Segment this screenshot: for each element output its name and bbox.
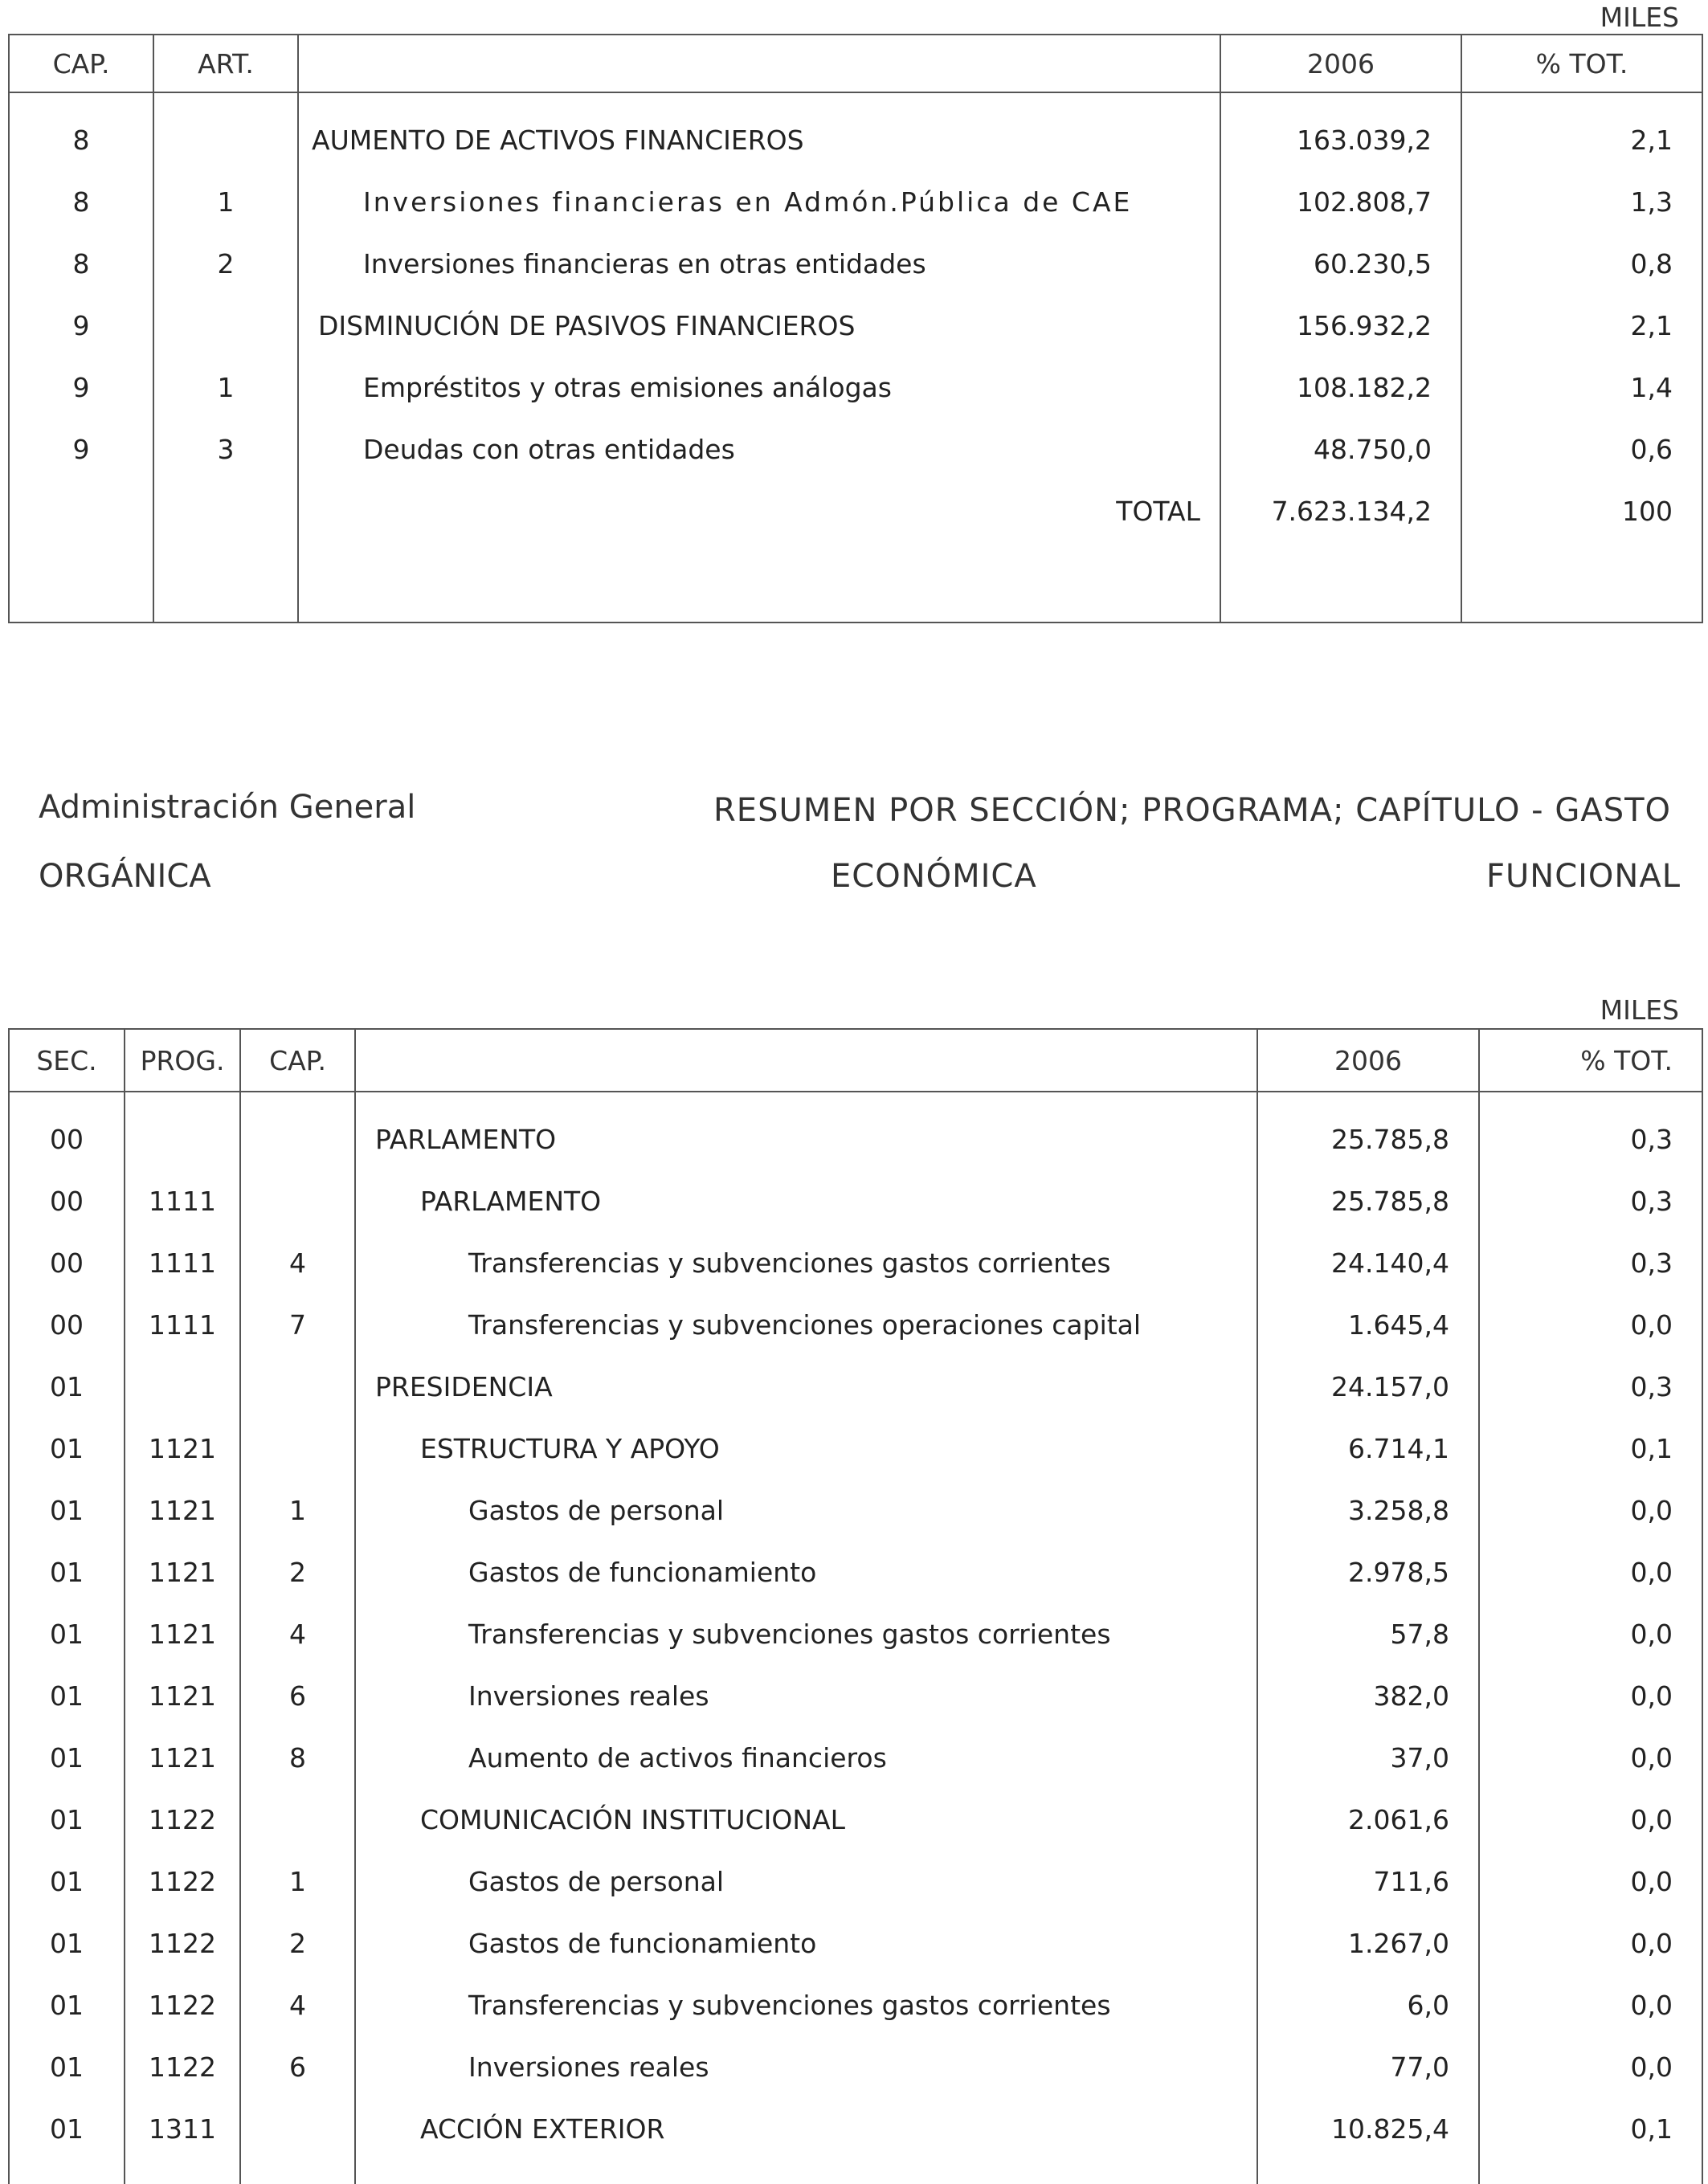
cap-cell: 8 [9, 171, 153, 233]
value-cell: 1.645,4 [1257, 1294, 1479, 1356]
pct-cell: 0,0 [1479, 1603, 1702, 1665]
value-cell: 37,0 [1257, 1727, 1479, 1789]
col-header-pct: % TOT. [1461, 35, 1702, 92]
header-left-line2: ORGÁNICA [39, 858, 211, 895]
value-cell: 25.785,8 [1257, 1108, 1479, 1170]
pct-cell: 0,0 [1479, 1974, 1702, 2036]
value-cell: 1.267,0 [1257, 1913, 1479, 1974]
table-row [9, 418, 1702, 480]
value-cell: 48.750,0 [1220, 418, 1461, 480]
description-cell: Gastos de funcionamiento [355, 1913, 1257, 1974]
prog-cell [125, 1108, 240, 1170]
pct-cell: 0,0 [1479, 1913, 1702, 1974]
col-header-sec: SEC. [9, 1029, 125, 1092]
table-row [9, 1913, 1702, 1974]
art-cell [153, 295, 298, 357]
value-cell: 102.808,7 [1220, 171, 1461, 233]
description-cell: PRESIDENCIA [355, 1356, 1257, 1418]
pct-cell: 0,0 [1479, 1665, 1702, 1727]
col-header-pct: % TOT. [1479, 1029, 1702, 1092]
header-right-line1: RESUMEN POR SECCIÓN; PROGRAMA; CAPÍTULO - GASTO [713, 792, 1671, 829]
col-header-year: 2006 [1257, 1029, 1479, 1092]
sec-cell: 01 [9, 2098, 125, 2160]
pct-cell: 0,0 [1479, 1789, 1702, 1851]
table-row [9, 109, 1702, 171]
table-row [9, 1665, 1702, 1727]
prog-cell: 1122 [125, 1974, 240, 2036]
table-row [9, 1108, 1702, 1170]
sec-cell: 01 [9, 1727, 125, 1789]
art-cell: 2 [153, 233, 298, 295]
value-cell: 711,6 [1257, 1851, 1479, 1913]
table-row [9, 2098, 1702, 2160]
prog-cell: 1121 [125, 1541, 240, 1603]
description-cell: Transferencias y subvenciones gastos corrientes [355, 1603, 1257, 1665]
sec-cell: 01 [9, 1356, 125, 1418]
cap-cell: 6 [240, 1665, 355, 1727]
value-cell: 108.182,2 [1220, 357, 1461, 418]
table-row [9, 171, 1702, 233]
sec-cell: 00 [9, 1232, 125, 1294]
prog-cell: 1121 [125, 1603, 240, 1665]
pct-cell: 0,1 [1479, 1418, 1702, 1480]
value-cell: 382,0 [1257, 1665, 1479, 1727]
pct-cell: 0,6 [1461, 418, 1702, 480]
value-cell: 156.932,2 [1220, 295, 1461, 357]
pct-cell: 2,1 [1461, 109, 1702, 171]
sec-cell: 00 [9, 1170, 125, 1232]
table-row [9, 1170, 1702, 1232]
cap-cell: 6 [240, 2036, 355, 2098]
prog-cell: 1121 [125, 1727, 240, 1789]
cap-cell [240, 1789, 355, 1851]
pct-cell: 0,0 [1479, 1294, 1702, 1356]
description-cell: Gastos de personal [355, 1851, 1257, 1913]
prog-cell: 1122 [125, 1913, 240, 1974]
col-header-cap: CAP. [240, 1029, 355, 1092]
art-cell: 3 [153, 418, 298, 480]
description-cell: Inversiones financieras en otras entidades [298, 233, 1220, 295]
prog-cell: 1111 [125, 1170, 240, 1232]
cap-cell: 9 [9, 357, 153, 418]
unit-label: MILES [1600, 994, 1679, 1026]
description-cell: COMUNICACIÓN INSTITUCIONAL [355, 1789, 1257, 1851]
description-cell: Gastos de personal [355, 1480, 1257, 1541]
sec-cell: 01 [9, 2036, 125, 2098]
description-cell: Empréstitos y otras emisiones análogas [298, 357, 1220, 418]
pct-cell: 0,0 [1479, 1727, 1702, 1789]
sec-cell: 01 [9, 1603, 125, 1665]
section-program-table [8, 1028, 1703, 2184]
pct-cell: 2,1 [1461, 295, 1702, 357]
value-cell: 2.061,6 [1257, 1789, 1479, 1851]
sec-cell: 01 [9, 1665, 125, 1727]
value-cell: 24.140,4 [1257, 1232, 1479, 1294]
art-cell: 1 [153, 171, 298, 233]
table-row [9, 1294, 1702, 1356]
sec-cell: 00 [9, 1108, 125, 1170]
value-cell: 24.157,0 [1257, 1356, 1479, 1418]
description-cell: Transferencias y subvenciones operaciones capital [355, 1294, 1257, 1356]
description-cell: Transferencias y subvenciones gastos corrientes [355, 1974, 1257, 2036]
sec-cell: 01 [9, 1851, 125, 1913]
description-cell: Deudas con otras entidades [298, 418, 1220, 480]
cap-cell: 1 [240, 1851, 355, 1913]
value-cell: 2.978,5 [1257, 1541, 1479, 1603]
total-label: TOTAL [298, 480, 1220, 542]
prog-cell: 1121 [125, 1418, 240, 1480]
cap-cell: 2 [240, 1913, 355, 1974]
prog-cell [125, 1356, 240, 1418]
pct-cell: 0,0 [1479, 2036, 1702, 2098]
table-row [9, 1480, 1702, 1541]
pct-cell: 1,4 [1461, 357, 1702, 418]
description-cell: PARLAMENTO [355, 1170, 1257, 1232]
unit-label: MILES [1600, 2, 1679, 33]
cap-cell [240, 1170, 355, 1232]
table-row [9, 1603, 1702, 1665]
header-right-line2: FUNCIONAL [1486, 858, 1681, 895]
pct-cell: 0,0 [1479, 1851, 1702, 1913]
description-cell: Inversiones financieras en Admón.Pública de CAE [298, 171, 1220, 233]
value-cell: 77,0 [1257, 2036, 1479, 2098]
pct-cell: 0,3 [1479, 1356, 1702, 1418]
description-cell: AUMENTO DE ACTIVOS FINANCIEROS [298, 109, 1220, 171]
table-row [9, 1356, 1702, 1418]
total-value: 7.623.134,2 [1220, 480, 1461, 542]
table-row [9, 1541, 1702, 1603]
sec-cell: 01 [9, 1789, 125, 1851]
value-cell: 25.785,8 [1257, 1170, 1479, 1232]
description-cell: DISMINUCIÓN DE PASIVOS FINANCIEROS [298, 295, 1220, 357]
total-pct: 100 [1461, 480, 1702, 542]
value-cell: 163.039,2 [1220, 109, 1461, 171]
value-cell: 57,8 [1257, 1603, 1479, 1665]
pct-cell: 0,3 [1479, 1170, 1702, 1232]
table-row [9, 1727, 1702, 1789]
cap-cell: 8 [240, 1727, 355, 1789]
pct-cell: 0,1 [1479, 2098, 1702, 2160]
cap-cell: 1 [240, 1480, 355, 1541]
sec-cell: 01 [9, 1913, 125, 1974]
cap-cell: 8 [9, 233, 153, 295]
header-left-line1: Administración General [39, 789, 416, 826]
cap-cell: 9 [9, 418, 153, 480]
prog-cell: 1122 [125, 1851, 240, 1913]
description-cell: ESTRUCTURA Y APOYO [355, 1418, 1257, 1480]
table-row [9, 357, 1702, 418]
table-row [9, 233, 1702, 295]
total-row [9, 480, 1702, 542]
table-row [9, 2036, 1702, 2098]
pct-cell: 0,8 [1461, 233, 1702, 295]
table-row [9, 1851, 1702, 1913]
col-header-art: ART. [153, 35, 298, 92]
cap-cell: 4 [240, 1603, 355, 1665]
value-cell: 10.825,4 [1257, 2098, 1479, 2160]
col-header-year: 2006 [1220, 35, 1461, 92]
prog-cell: 1111 [125, 1294, 240, 1356]
value-cell: 60.230,5 [1220, 233, 1461, 295]
cap-cell: 2 [240, 1541, 355, 1603]
art-cell: 1 [153, 357, 298, 418]
table-row [9, 1789, 1702, 1851]
cap-cell: 9 [9, 295, 153, 357]
description-cell: Gastos de funcionamiento [355, 1541, 1257, 1603]
pct-cell: 0,3 [1479, 1108, 1702, 1170]
pct-cell: 0,0 [1479, 1480, 1702, 1541]
prog-cell: 1111 [125, 1232, 240, 1294]
cap-cell [240, 1356, 355, 1418]
cap-cell: 4 [240, 1232, 355, 1294]
cap-cell: 7 [240, 1294, 355, 1356]
cap-cell: 8 [9, 109, 153, 171]
cap-cell [240, 1418, 355, 1480]
sec-cell: 01 [9, 1974, 125, 2036]
sec-cell: 01 [9, 1541, 125, 1603]
sec-cell: 01 [9, 1480, 125, 1541]
value-cell: 6.714,1 [1257, 1418, 1479, 1480]
description-cell: ACCIÓN EXTERIOR [355, 2098, 1257, 2160]
capital-summary-table [8, 34, 1703, 623]
col-header-prog: PROG. [125, 1029, 240, 1092]
pct-cell: 0,0 [1479, 1541, 1702, 1603]
col-header-description [355, 1029, 1257, 1092]
cap-cell [240, 1108, 355, 1170]
description-cell: PARLAMENTO [355, 1108, 1257, 1170]
value-cell: 3.258,8 [1257, 1480, 1479, 1541]
col-header-description [298, 35, 1220, 92]
cap-cell [240, 2098, 355, 2160]
table-row [9, 295, 1702, 357]
col-header-cap: CAP. [9, 35, 153, 92]
prog-cell: 1311 [125, 2098, 240, 2160]
description-cell: Transferencias y subvenciones gastos corrientes [355, 1232, 1257, 1294]
pct-cell: 0,3 [1479, 1232, 1702, 1294]
header-center-line2: ECONÓMICA [831, 858, 1037, 895]
description-cell: Inversiones reales [355, 2036, 1257, 2098]
table-row [9, 1418, 1702, 1480]
table-row [9, 1232, 1702, 1294]
prog-cell: 1121 [125, 1665, 240, 1727]
cap-cell: 4 [240, 1974, 355, 2036]
description-cell: Aumento de activos financieros [355, 1727, 1257, 1789]
pct-cell: 1,3 [1461, 171, 1702, 233]
description-cell: Inversiones reales [355, 1665, 1257, 1727]
value-cell: 6,0 [1257, 1974, 1479, 2036]
prog-cell: 1122 [125, 2036, 240, 2098]
prog-cell: 1121 [125, 1480, 240, 1541]
art-cell [153, 109, 298, 171]
table-row [9, 1974, 1702, 2036]
prog-cell: 1122 [125, 1789, 240, 1851]
sec-cell: 00 [9, 1294, 125, 1356]
sec-cell: 01 [9, 1418, 125, 1480]
